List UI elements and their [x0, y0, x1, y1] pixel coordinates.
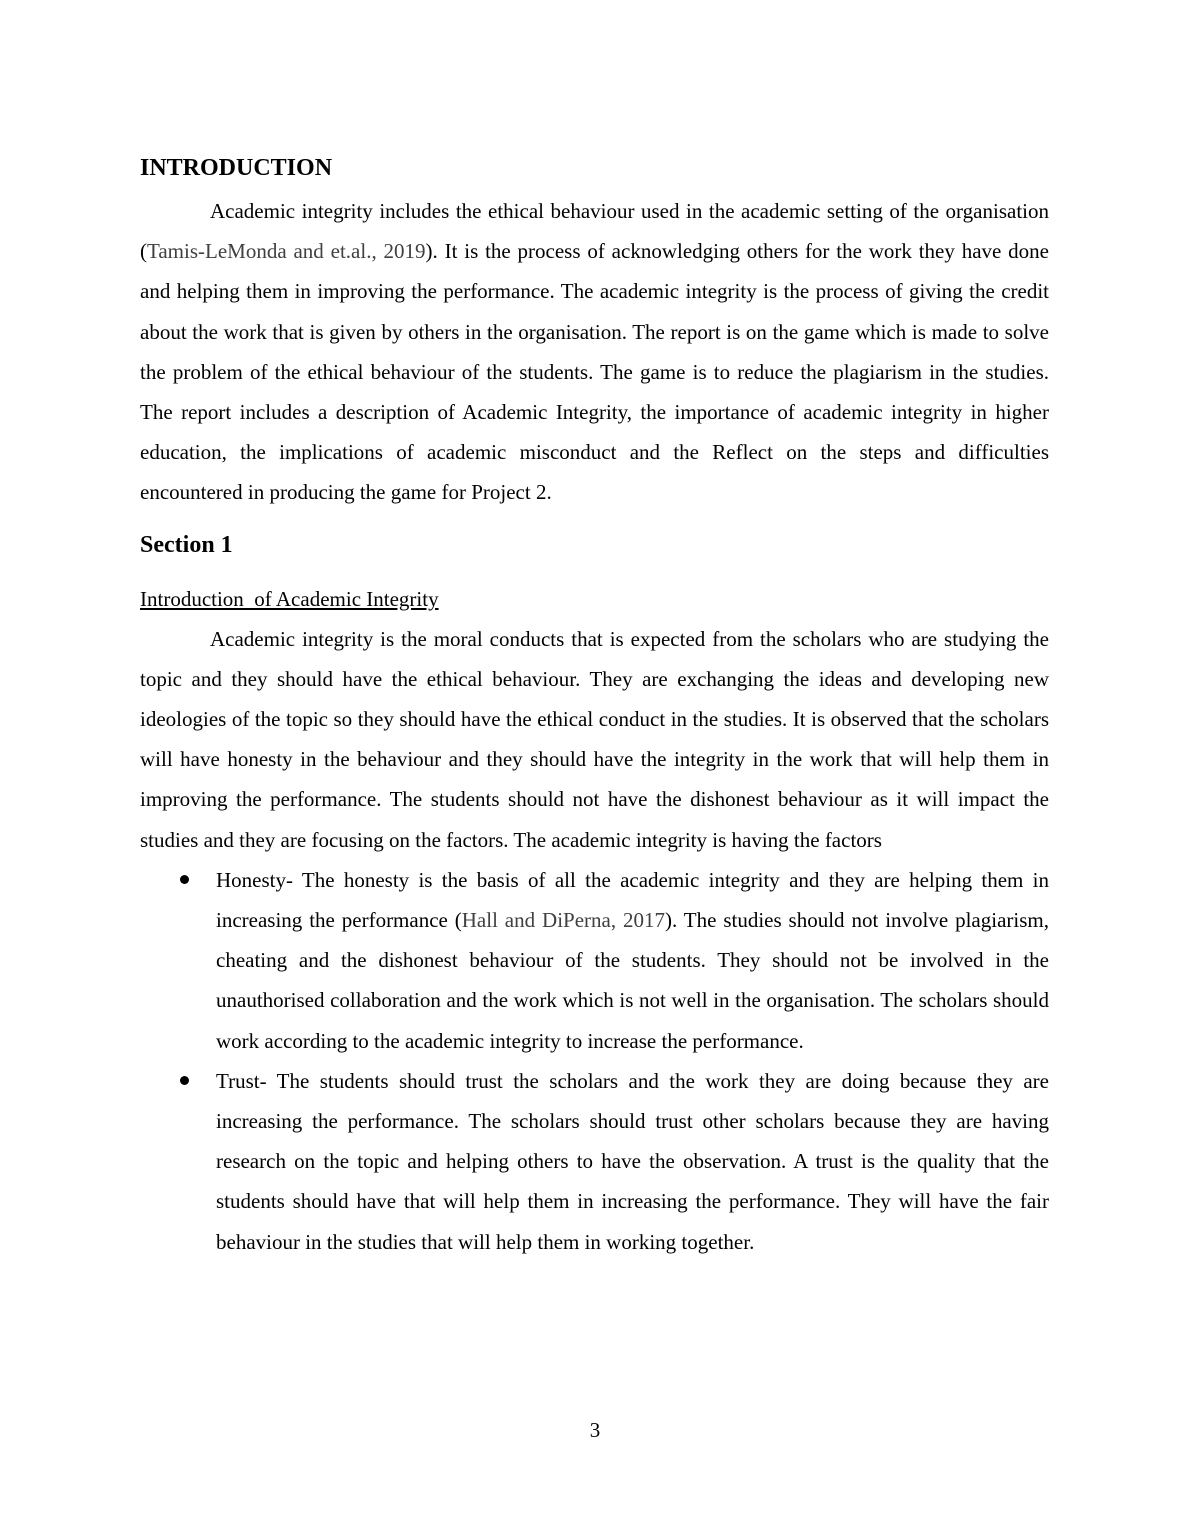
honesty-citation: Hall and DiPerna, 2017: [461, 908, 665, 933]
introduction-paragraph: [140, 191, 1049, 513]
honesty-text-start: Honesty- The honesty is the basis of all the academic integrity and they are helping them in increasing the performance (: [216, 867, 1049, 933]
trust-text-start: Trust- The students should trust the scholars and the work they are doing because they are increasing the performance. The scholars should trust other scholars because they are having research on the topic and helping others to have the observation. A trust is the quality that the students should have that will help them in increasing the performance. They will have the fair behaviour in the studies that will help them in working together.: [216, 1068, 1049, 1254]
section-1-subheading: Introduction of Academic Integrity: [140, 586, 439, 611]
list-item-trust: [140, 1061, 1049, 1262]
bullet-dot-icon: [180, 875, 189, 884]
section-1-paragraph: Academic integrity is the moral conducts that is expected from the scholars who are studying the topic and they should have the ethical behaviour. They are exchanging the ideas and developing new ideologies of the topic so they should have the ethical conduct in the studies. It is observed that the scholars will have honesty in the behaviour and they should have the integrity in the work that will help them in improving the performance. The students should not have the dishonest behaviour as it will impact the studies and they are focusing on the factors. The academic integrity is having the factors: [140, 626, 1049, 852]
introduction-text-end: ). It is the process of acknowledging others for the work they have done and helping them in improving the performance. The academic integrity is the process of giving the credit about the work that is given by others in the organisation. The report is on the game which is made to solve the problem of the ethical behaviour of the students. The game is to reduce the plagiarism in the studies. The report includes a description of Academic Integrity, the importance of academic integrity in higher education, the implications of academic misconduct and the Reflect on the steps and difficulties encountered in producing the game for Project 2.: [140, 239, 1049, 505]
list-item-honesty: [140, 860, 1049, 1061]
factors-bullet-list: [140, 860, 1049, 1262]
introduction-citation: Tamis-LeMonda and et.al., 2019: [147, 239, 426, 264]
honesty-text-end: ). The studies should not involve plagiarism, cheating and the dishonest behaviour of the students. They should not be involved in the unauthorised collaboration and the work which is not well in the organisation. The scholars should work according to the academic integrity to increase the performance.: [216, 908, 1049, 1053]
introduction-heading: INTRODUCTION: [140, 155, 333, 181]
page-content: [140, 150, 1049, 1262]
bullet-dot-icon: [180, 1076, 189, 1085]
section-1-heading: Section 1: [140, 531, 233, 558]
introduction-text-start: Academic integrity includes the ethical behaviour used in the academic setting of the organisation (: [140, 199, 1049, 264]
page-number: 3: [589, 1418, 601, 1442]
